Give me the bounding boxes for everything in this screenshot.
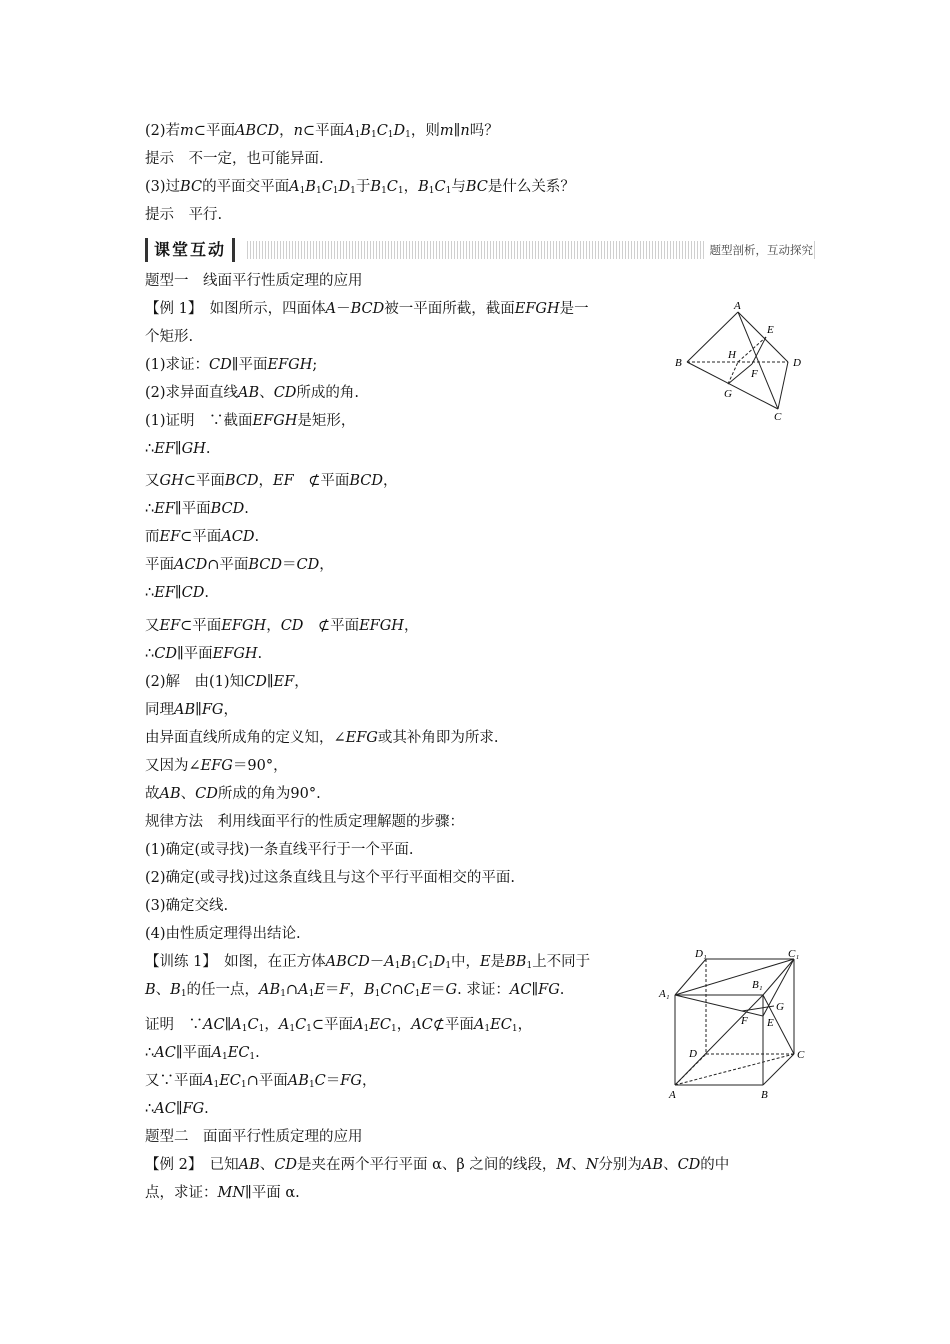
text-line-p2: ∴EF∥GH. <box>145 441 211 457</box>
text-line-t1f: ∴AC∥FG. <box>145 1101 209 1117</box>
text-line-m3: (3)确定交线. <box>145 898 229 914</box>
text-line-m4: (4)由性质定理得出结论. <box>145 926 301 942</box>
text-line-hint2: 提示 不一定，也可能异面. <box>145 151 324 167</box>
fig2-label-g: G <box>776 1001 784 1013</box>
fig1-label-f: F <box>751 368 758 380</box>
text-line-s3: 由异面直线所成角的定义知，∠EFG或其补角即为所求. <box>145 730 499 746</box>
text-line-p4: ∴EF∥平面BCD. <box>145 501 249 517</box>
text-line-p9: ∴CD∥平面EFGH. <box>145 646 263 662</box>
tetrahedron-figure <box>668 298 814 424</box>
fig1-label-d: D <box>793 357 801 369</box>
text-line-t1a: 【训练 1】 如图，在正方体$ABCD-A_1B_1C_1D_1$中，E是$BB_1$上不同于 <box>145 954 591 971</box>
text-line-s2: 同理AB∥FG， <box>145 702 238 718</box>
text-line-s5: 故AB、CD所成的角为90°. <box>145 786 321 802</box>
text-line-p1: (1)证明 ∵截面EFGH是矩形， <box>145 413 356 429</box>
fig2-label-f: F <box>741 1015 748 1027</box>
text-line-type1: 题型一 线面平行性质定理的应用 <box>145 273 363 289</box>
text-line-ex1b: 个矩形. <box>145 329 194 345</box>
fig2-label-a1: A₁ <box>659 988 670 1000</box>
text-line-t1b: B、$B_1$的任一点，$AB_1\cap A_1E=F$，$B_1C\cap C_1E=G$. 求证：AC∥FG. <box>145 982 565 999</box>
fig2-label-c1: C₁ <box>788 948 800 960</box>
text-line-q2: (2)若m⊂平面ABCD，n⊂平面$A_1B_1C_1D_1$，则m∥n吗？ <box>145 123 499 140</box>
fig1-label-c: C <box>774 411 782 423</box>
fig2-label-e: E <box>767 1017 774 1029</box>
fig2-label-d1: D₁ <box>695 948 707 960</box>
banner-subtitle: 题型剖析，互动探究 <box>704 241 814 259</box>
text-line-type2: 题型二 面面平行性质定理的应用 <box>145 1129 363 1145</box>
text-line-p5: 而EF⊂平面ACD. <box>145 529 260 545</box>
text-line-p8: 又EF⊂平面EFGH，CD ⊄平面EFGH， <box>145 618 419 634</box>
text-line-q3: (3)过BC的平面交平面$A_1B_1C_1D_1$于$B_1C_1$，$B_1C_1$与BC是什么关系？ <box>145 179 575 196</box>
fig2-label-a: A <box>669 1089 676 1101</box>
fig1-label-b: B <box>675 357 682 369</box>
text-line-t1e: 又∵平面$A_1EC_1\cap$平面$AB_1C=FG$， <box>145 1073 377 1090</box>
text-line-s4: 又因为∠EFG＝90°， <box>145 758 288 774</box>
fig1-label-a: A <box>734 300 741 312</box>
text-line-p3: 又GH⊂平面BCD，EF ⊄平面BCD， <box>145 473 398 489</box>
fig2-label-d: D <box>689 1048 697 1060</box>
text-line-m0: 规律方法 利用线面平行的性质定理解题的步骤： <box>145 814 464 830</box>
text-line-ex2a: 【例 2】 已知AB、CD是夹在两个平行平面 α、β 之间的线段，M、N分别为AB、CD的中 <box>145 1157 730 1173</box>
text-line-t1c: 证明 $\because AC\parallel A_1C_1$，$A_1C_1\subset$平面$A_1EC_1$，AC⊄平面$A_1EC_1$， <box>145 1017 533 1034</box>
fig2-label-b1: B₁ <box>752 979 763 991</box>
text-line-hint3: 提示 平行. <box>145 207 223 223</box>
text-line-t1d: ∴AC∥平面$A_1EC_1$. <box>145 1045 260 1062</box>
text-line-ex1a: 【例 1】 如图所示，四面体A－BCD被一平面所截，截面EFGH是一 <box>145 301 589 317</box>
text-line-s1: (2)解 由(1)知CD∥EF， <box>145 674 309 690</box>
fig2-label-c: C <box>797 1049 805 1061</box>
cube-figure <box>655 944 815 1104</box>
text-line-m1: (1)确定(或寻找)一条直线平行于一个平面. <box>145 842 414 858</box>
fig2-label-b: B <box>761 1089 768 1101</box>
fig1-label-g: G <box>724 388 732 400</box>
text-line-p6: 平面ACD∩平面BCD＝CD， <box>145 557 334 573</box>
text-line-m2: (2)确定(或寻找)过这条直线且与这个平行平面相交的平面. <box>145 870 515 886</box>
text-line-ex1c: (1)求证：CD∥平面EFGH; <box>145 357 318 373</box>
text-line-ex1d: (2)求异面直线AB、CD所成的角. <box>145 385 360 401</box>
banner-title: 课堂互动 <box>145 238 235 262</box>
fig1-label-h: H <box>728 349 736 361</box>
text-line-p7: ∴EF∥CD. <box>145 585 209 601</box>
section-banner <box>145 238 817 262</box>
text-line-ex2b: 点，求证：MN∥平面 α. <box>145 1185 300 1201</box>
fig1-label-e: E <box>767 324 774 336</box>
